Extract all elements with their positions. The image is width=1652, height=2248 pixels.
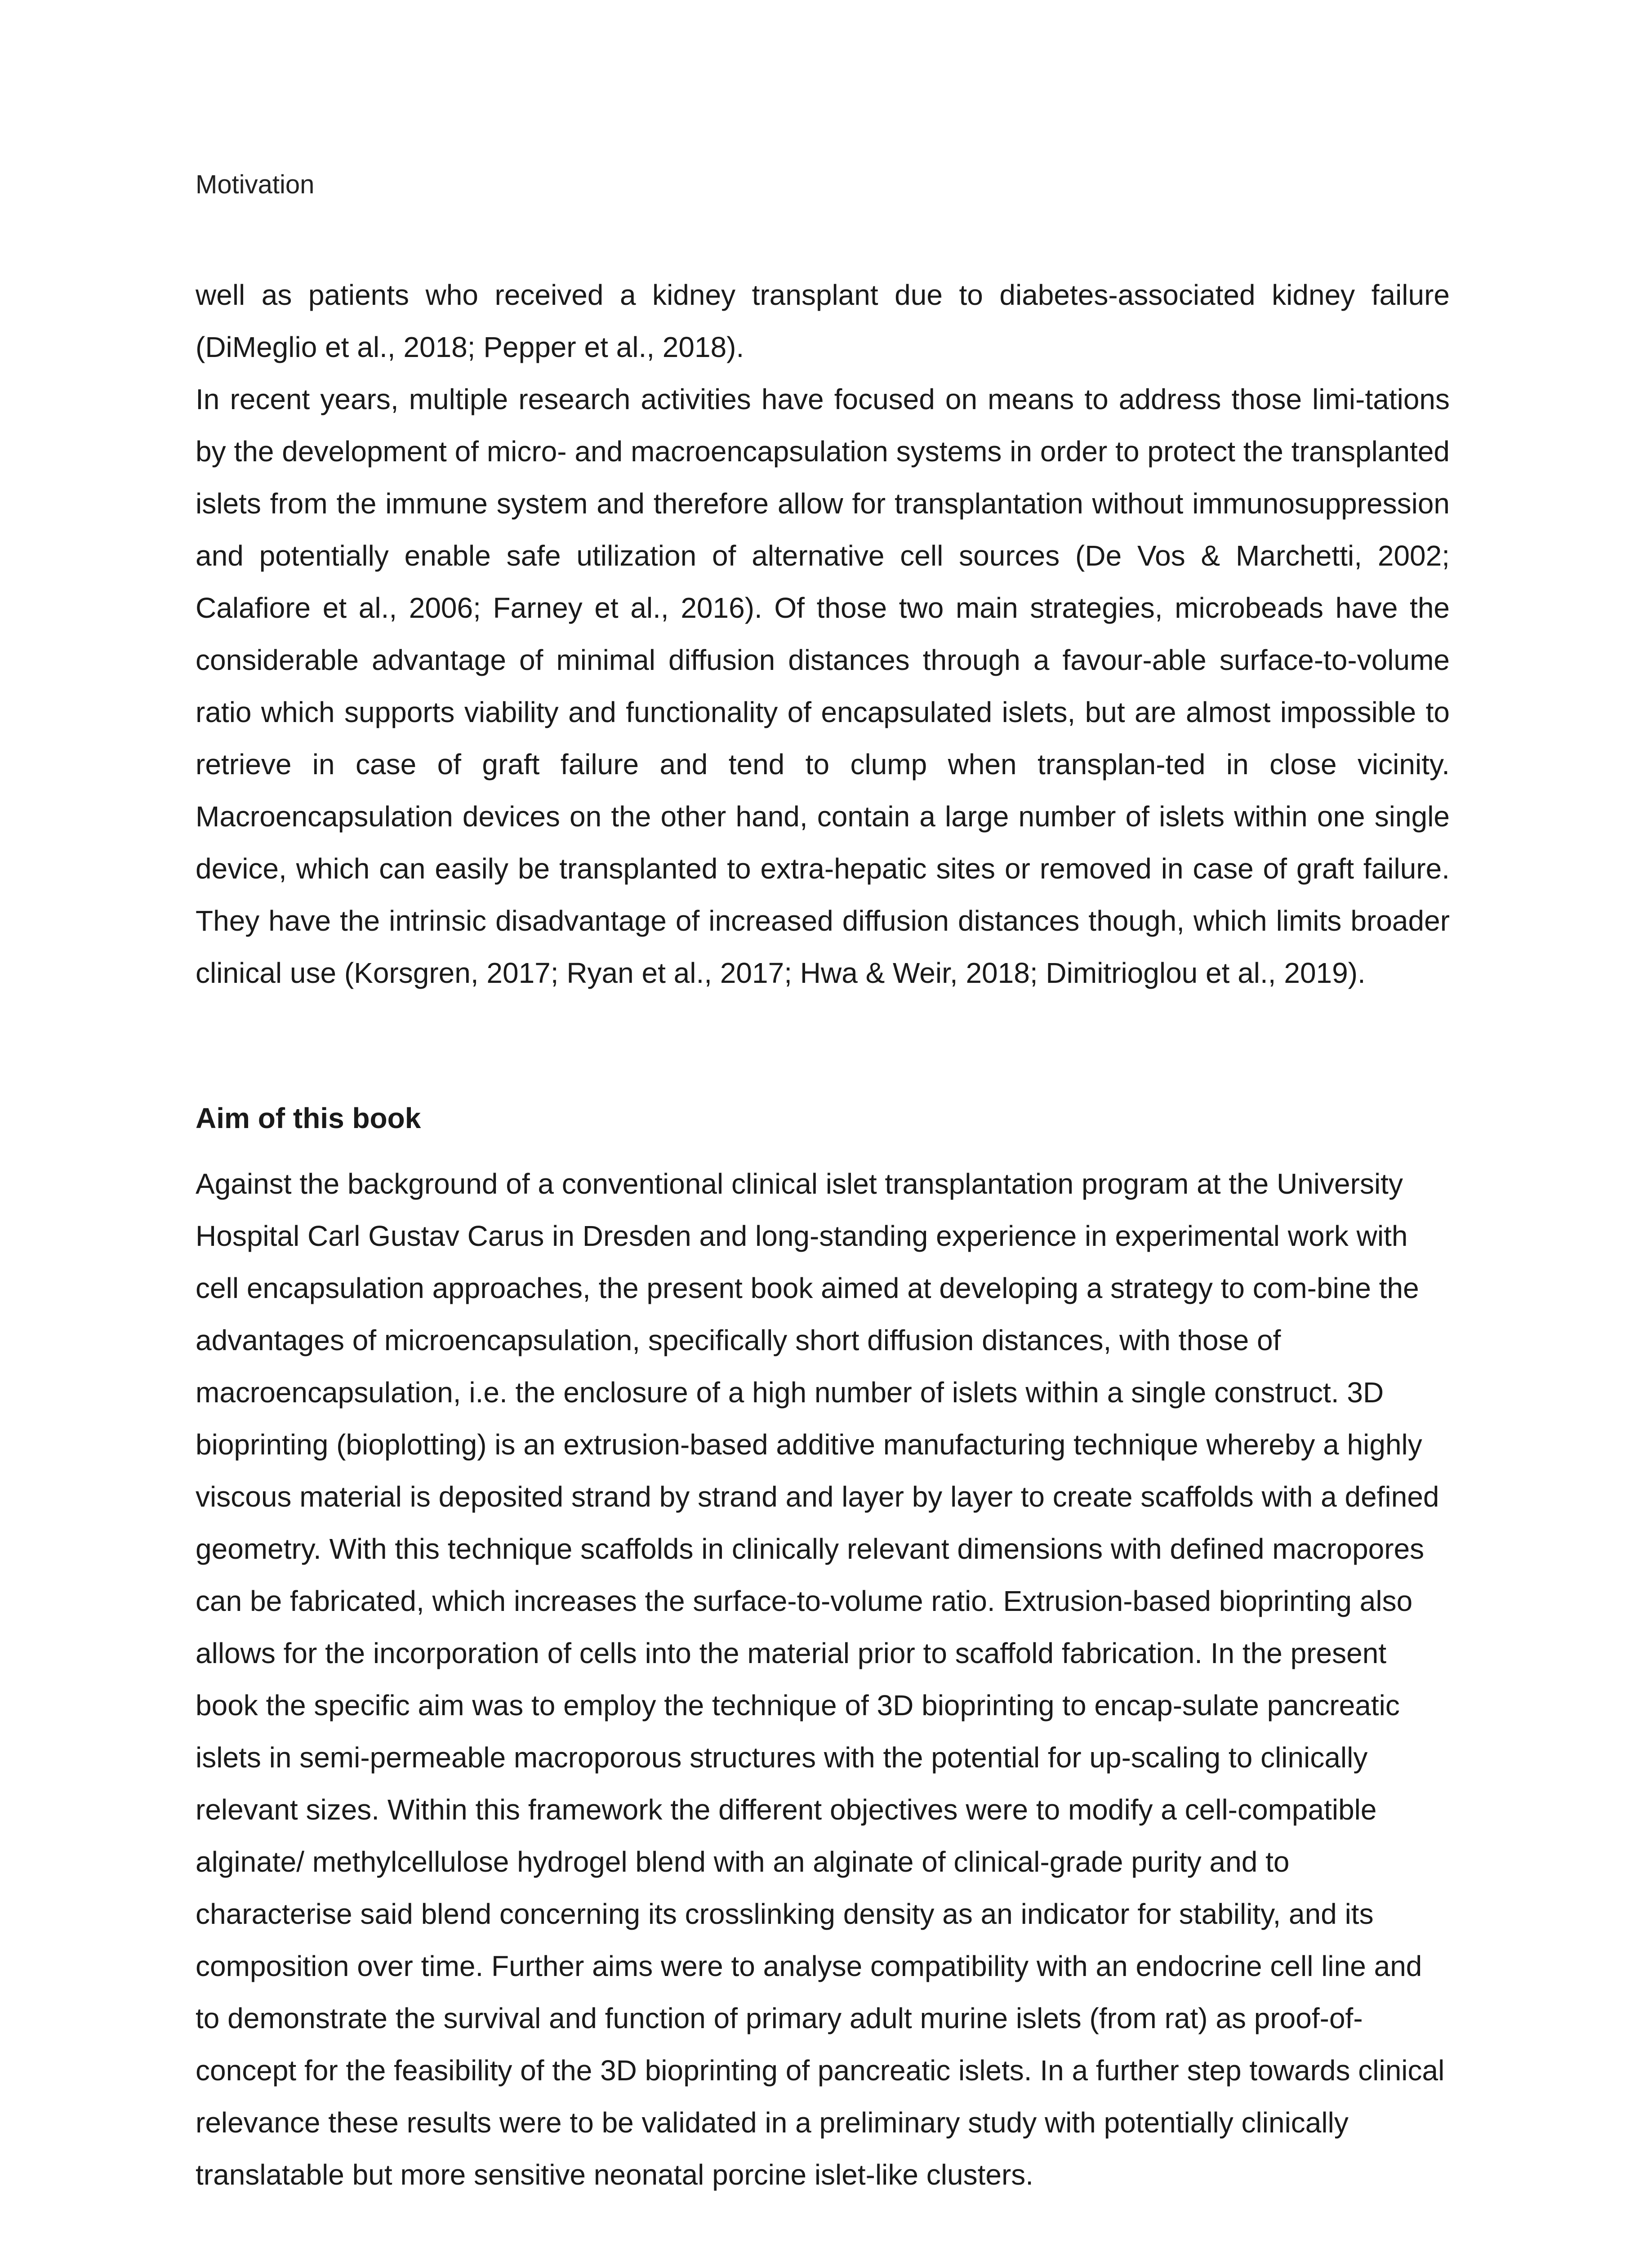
paragraph-encapsulation-research: In recent years, multiple research activities have focused on means to address those limi-tations by the development of micro- and macroencapsulation systems in order to protect the transplanted islets from the immune system and therefore allow for transplantation without immunosuppression and potentially enable safe utilization of alternative cell sources (De Vos & Marchetti, 2002; Calafiore et al., 2006; Farney et al., 2016). Of those two main strategies, microbeads have the considerable advantage of minimal diffusion distances through a favour-able surface-to-volume ratio which supports viability and functionality of encapsulated islets, but are almost impossible to retrieve in case of graft failure and tend to clump when transplan-ted in close vicinity. Macroencapsulation devices on the other hand, contain a large number of islets within one single device, which can easily be transplanted to extra-hepatic sites or removed in case of graft failure. They have the intrinsic disadvantage of increased diffusion distances though, which limits broader clinical use (Korsgren, 2017; Ryan et al., 2017; Hwa & Weir, 2018; Dimitrioglou et al., 2019). bbox=[196, 383, 1450, 989]
paragraph-aim: Against the background of a conventional clinical islet transplantation program at the University Hospital Carl Gustav Carus in Dresden and long-standing experience in experimental work with cell encapsulation approaches, the present book aimed at developing a strategy to com-bine the advantages of microencapsulation, specifically short diffusion distances, with those of macroencapsulation, i.e. the enclosure of a high number of islets within a single construct. 3D bioprinting (bioplotting) is an extrusion-based additive manufacturing technique whereby a highly viscous material is deposited strand by strand and layer by layer to create scaffolds with a defined geometry. With this technique scaffolds in clinically relevant dimensions with defined macropores can be fabricated, which increases the surface-to-volume ratio. Extrusion-based bioprinting also allows for the incorporation of cells into the material prior to scaffold fabrication. In the present book the specific aim was to employ the technique of 3D bioprinting to encap-sulate pancreatic islets in semi-permeable macroporous structures with the potential for up-scaling to clinically relevant sizes. Within this framework the different objectives were to modify a cell-compatible alginate/ methylcellulose hydrogel blend with an alginate of clinical-grade purity and to characterise said blend concerning its crosslinking density as an indicator for stability, and its composition over time. Further aims were to analyse compatibility with an endocrine cell line and to demonstrate the survival and function of primary adult murine islets (from rat) as proof-of-concept for the feasibility of the 3D bioprinting of pancreatic islets. In a further step towards clinical relevance these results were to be validated in a preliminary study with potentially clinically translatable but more sensitive neonatal porcine islet-like clusters. bbox=[196, 1168, 1445, 2191]
aim-body bbox=[196, 1158, 1450, 2201]
section-heading: Aim of this book bbox=[196, 1102, 421, 1134]
running-header: Motivation bbox=[196, 170, 315, 199]
paragraph-continuation: well as patients who received a kidney transplant due to diabetes-associated kidney failure (DiMeglio et al., 2018; Pepper et al., 2018). bbox=[196, 279, 1450, 363]
motivation-body bbox=[196, 269, 1450, 999]
